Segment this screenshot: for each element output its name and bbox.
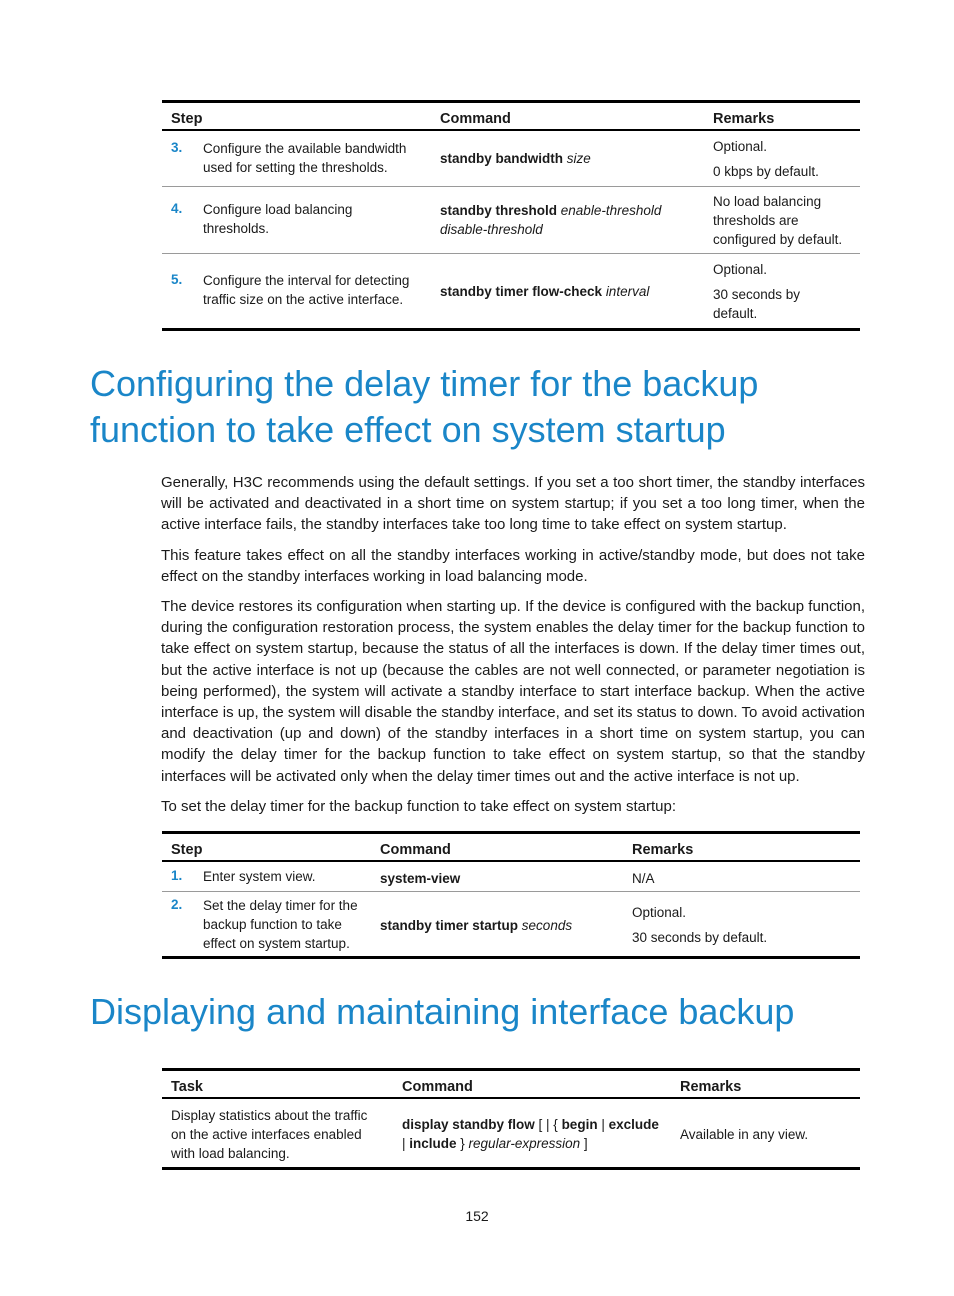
command-syntax: }	[456, 1136, 469, 1151]
step-description: Set the delay timer for the backup function to take effect on system startup.	[203, 898, 358, 951]
section-heading-display-maintain: Displaying and maintaining interface backup	[90, 991, 795, 1032]
command-syntax: |	[597, 1117, 609, 1132]
header-command: Command	[380, 842, 451, 858]
command-syntax: ]	[580, 1136, 588, 1151]
command-syntax: [ | {	[534, 1117, 562, 1132]
step-command	[380, 916, 620, 935]
section-heading-delay-timer: Configuring the delay timer for the backup function to take effect on system startup	[90, 363, 759, 450]
header-command: Command	[440, 111, 511, 127]
command-keyword: system-view	[380, 871, 461, 886]
table-header	[162, 831, 860, 862]
command-keyword: standby timer flow-check	[440, 284, 603, 299]
step-description: Enter system view.	[203, 869, 316, 884]
step-remarks-1: Optional.	[713, 262, 768, 277]
step-number: 5.	[171, 272, 183, 287]
table-row	[162, 862, 860, 892]
step-description: Configure the interval for detecting traffic size on the active interface.	[203, 273, 410, 307]
header-task: Task	[171, 1079, 203, 1095]
command-keyword: standby timer startup	[380, 918, 519, 933]
table-header	[162, 1068, 860, 1099]
command-keyword: standby bandwidth	[440, 151, 563, 166]
step-remarks-2: 30 seconds by default.	[632, 930, 768, 945]
step-number: 1.	[171, 868, 183, 883]
step-number: 4.	[171, 201, 183, 216]
header-step: Step	[171, 842, 203, 858]
step-number: 2.	[171, 897, 183, 912]
step-remarks-1: N/A	[632, 871, 655, 886]
step-command	[440, 201, 680, 239]
task-remarks: Available in any view.	[680, 1127, 809, 1142]
paragraph: This feature takes effect on all the standby interfaces working in active/standby mode, but does not take effect on the standby interfaces working in load balancing mode.	[161, 547, 865, 586]
table-row	[162, 254, 860, 331]
table-row	[162, 1099, 860, 1170]
step-command	[440, 149, 700, 168]
paragraph: To set the delay timer for the backup function to take effect on system startup:	[161, 798, 676, 815]
table-configure-load-balancing	[162, 100, 860, 330]
page-number: 152	[465, 1208, 489, 1224]
command-argument: size	[566, 151, 591, 166]
step-remarks-1: Optional.	[632, 905, 687, 920]
command-keyword: include	[409, 1136, 457, 1151]
command-syntax: |	[402, 1136, 410, 1151]
table-row	[162, 187, 860, 254]
header-step: Step	[171, 111, 203, 127]
command-keyword: standby threshold	[440, 203, 558, 218]
paragraph: Generally, H3C recommends using the default settings. If you set a too short timer, the standby interfaces will be activated and deactivated in a short time on system startup; if you set a too long timer, when the active interface fails, the standby interfaces take too long time to take effect on system startup.	[161, 474, 865, 534]
command-argument: enable-threshold disable-threshold	[440, 203, 662, 237]
header-remarks: Remarks	[632, 842, 694, 858]
step-description: Configure load balancing thresholds.	[203, 202, 353, 236]
step-command	[380, 869, 620, 888]
table-row	[162, 892, 860, 959]
table-delay-timer-steps	[162, 831, 860, 959]
header-remarks: Remarks	[713, 111, 775, 127]
table-header	[162, 100, 860, 131]
command-argument: seconds	[521, 918, 573, 933]
task-command	[402, 1115, 670, 1153]
command-keyword: begin	[561, 1117, 598, 1132]
step-description: Configure the available bandwidth used for setting the thresholds.	[203, 141, 407, 175]
header-remarks: Remarks	[680, 1079, 742, 1095]
command-keyword: exclude	[608, 1117, 659, 1132]
command-keyword: display standby flow	[402, 1117, 535, 1132]
step-command	[440, 282, 700, 301]
command-argument: interval	[605, 284, 650, 299]
step-remarks-1: No load balancing thresholds are configured by default.	[713, 194, 843, 247]
table-display-commands	[162, 1068, 860, 1170]
table-row	[162, 131, 860, 187]
command-argument: regular-expression	[468, 1136, 581, 1151]
step-number: 3.	[171, 140, 183, 155]
step-remarks-2: 30 seconds by default.	[713, 287, 801, 321]
step-remarks-1: Optional.	[713, 139, 768, 154]
task-description: Display statistics about the traffic on the active interfaces enabled with load balancing.	[171, 1108, 368, 1161]
step-remarks-2: 0 kbps by default.	[713, 164, 819, 179]
paragraph: The device restores its configuration when starting up. If the device is configured with the backup function, during the configuration restoration process, the system enables the delay timer for the backup function to take effect on system startup, because the status of all the interfaces is down. If the delay timer times out, but the active interface is not up (because the cables are not well connected, or parameter negotiation is being performed), the system will activate a standby interface to start interface backup. When the active interface is up, the system will disable the standby interface, and set its status to down. To avoid activation and deactivation (up and down) of the standby interfaces in a short time on system startup, you can modify the delay timer for the backup function to take effect on system startup, so that the standby interfaces will be activated only when the delay timer times out and the active interface is not up.	[161, 598, 865, 785]
header-command: Command	[402, 1079, 473, 1095]
